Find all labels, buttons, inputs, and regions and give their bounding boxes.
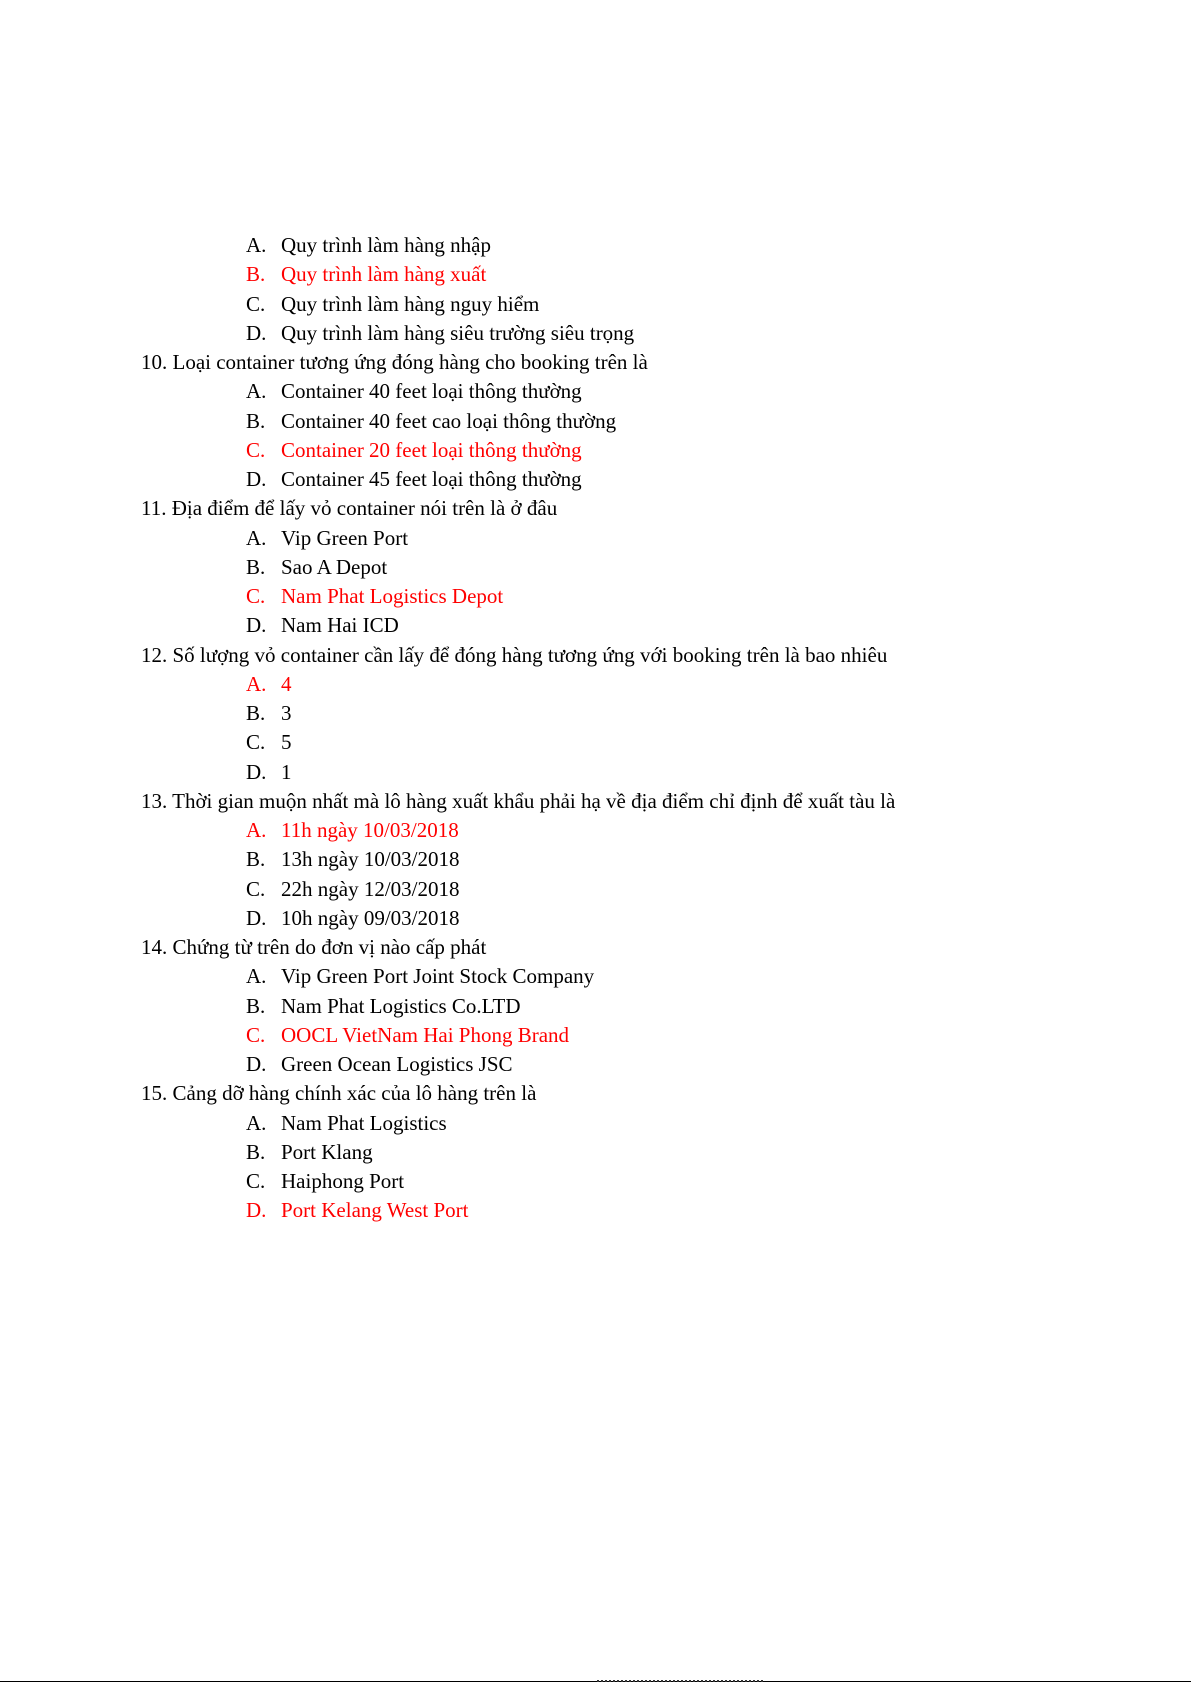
option-letter: C. xyxy=(246,584,266,608)
question-number: 14. xyxy=(141,935,168,959)
option-letter: A. xyxy=(246,379,267,404)
question-text: Loại container tương ứng đóng hàng cho booking trên là xyxy=(172,350,648,374)
option-text: Quy trình làm hàng nguy hiểm xyxy=(281,291,540,316)
answer-option xyxy=(246,906,460,930)
answer-option xyxy=(246,613,399,637)
option-text: Sao A Depot xyxy=(281,554,388,579)
option-letter: A. xyxy=(246,1110,267,1135)
option-text: 3 xyxy=(281,701,292,725)
answer-option xyxy=(246,467,582,491)
option-text: Haiphong Port xyxy=(281,1169,405,1193)
answer-option xyxy=(246,1169,404,1193)
answer-option xyxy=(246,847,460,871)
answer-option xyxy=(246,701,292,725)
option-text: Vip Green Port Joint Stock Company xyxy=(281,964,595,989)
option-text: Quy trình làm hàng nhập xyxy=(281,233,491,257)
question-number: 15. xyxy=(141,1081,168,1106)
option-letter: D. xyxy=(246,759,267,784)
option-text: Green Ocean Logistics JSC xyxy=(281,1052,513,1076)
option-letter: A. xyxy=(246,671,267,696)
question-text: Thời gian muộn nhất mà lô hàng xuất khẩu phải hạ về địa điểm chỉ định để xuất tàu là xyxy=(172,788,896,813)
option-letter: C. xyxy=(246,876,266,901)
option-text: Vip Green Port xyxy=(281,525,409,550)
footer-rule xyxy=(0,1681,1191,1682)
option-text: Nam Phat Logistics Depot xyxy=(281,584,504,608)
option-text: Quy trình làm hàng xuất xyxy=(281,262,487,287)
option-letter: A. xyxy=(246,818,267,842)
answer-option xyxy=(246,526,408,550)
option-letter: B. xyxy=(246,408,266,433)
question-number: 10. xyxy=(141,350,168,374)
answer-option xyxy=(246,1052,513,1076)
option-letter: B. xyxy=(246,701,266,725)
question-number: 12. xyxy=(141,642,168,667)
answer-option xyxy=(246,730,292,754)
option-text: Port Kelang West Port xyxy=(281,1198,469,1223)
option-text: 11h ngày 10/03/2018 xyxy=(281,818,459,842)
option-text: Quy trình làm hàng siêu trường siêu trọng xyxy=(281,320,635,345)
question-text: Số lượng vỏ container cần lấy để đóng hàng tương ứng với booking trên là bao nhiêu xyxy=(172,642,888,667)
option-letter: B. xyxy=(246,847,266,872)
question-text: Cảng dỡ hàng chính xác của lô hàng trên là xyxy=(172,1081,537,1106)
option-letter: C. xyxy=(246,291,266,316)
answer-option xyxy=(246,994,521,1018)
option-letter: B. xyxy=(246,262,266,287)
question-text: Chứng từ trên do đơn vị nào cấp phát xyxy=(172,935,487,959)
option-text: 10h ngày 09/03/2018 xyxy=(281,905,460,930)
option-letter: B. xyxy=(246,1139,266,1164)
option-letter: A. xyxy=(246,233,267,257)
option-letter: D. xyxy=(246,905,267,930)
answer-option-correct xyxy=(246,438,582,462)
question-10 xyxy=(141,350,648,374)
option-text: Container 40 feet cao loại thông thường xyxy=(281,408,617,433)
answer-option xyxy=(246,760,292,784)
option-text: 1 xyxy=(281,759,292,784)
question-11 xyxy=(141,496,557,520)
answer-option-correct xyxy=(246,818,459,842)
answer-option-correct xyxy=(246,1023,569,1047)
answer-option xyxy=(246,555,387,579)
answer-option-correct xyxy=(246,584,503,608)
option-letter: A. xyxy=(246,525,267,550)
option-letter: D. xyxy=(246,467,267,491)
option-letter: D. xyxy=(246,1198,267,1223)
answer-option-correct xyxy=(246,262,486,286)
option-letter: C. xyxy=(246,730,266,755)
option-text: 13h ngày 10/03/2018 xyxy=(281,847,460,872)
option-text: 22h ngày 12/03/2018 xyxy=(281,876,460,901)
option-letter: B. xyxy=(246,993,266,1018)
option-text: Container 20 feet loại thông thường xyxy=(281,437,582,462)
answer-option xyxy=(246,409,616,433)
option-text: Nam Phat Logistics xyxy=(281,1110,447,1135)
question-text: Địa điểm để lấy vỏ container nói trên là ở đâu xyxy=(171,496,558,521)
option-text: 4 xyxy=(281,671,292,696)
option-letter: C. xyxy=(246,1022,266,1047)
answer-option xyxy=(246,379,582,403)
question-number: 11. xyxy=(141,496,167,521)
option-letter: D. xyxy=(246,1052,267,1076)
option-text: 5 xyxy=(281,730,292,755)
answer-option xyxy=(246,1111,447,1135)
answer-option xyxy=(246,321,634,345)
option-letter: C. xyxy=(246,437,266,462)
question-number: 13. xyxy=(141,788,168,813)
answer-option xyxy=(246,1140,373,1164)
option-text: Port Klang xyxy=(281,1139,373,1164)
answer-option-correct xyxy=(246,1198,469,1222)
answer-option xyxy=(246,877,460,901)
question-12 xyxy=(141,643,887,667)
option-letter: A. xyxy=(246,964,267,989)
footer-dotted-mark xyxy=(597,1680,763,1682)
option-text: Nam Hai ICD xyxy=(281,613,399,638)
answer-option xyxy=(246,292,539,316)
answer-option xyxy=(246,233,491,257)
answer-option xyxy=(246,964,594,988)
answer-option-correct xyxy=(246,672,292,696)
option-text: Container 40 feet loại thông thường xyxy=(281,379,582,404)
option-letter: B. xyxy=(246,554,266,579)
question-14 xyxy=(141,935,486,959)
option-letter: D. xyxy=(246,320,267,345)
option-text: Container 45 feet loại thông thường xyxy=(281,467,582,491)
option-letter: D. xyxy=(246,613,267,638)
option-text: OOCL VietNam Hai Phong Brand xyxy=(281,1022,570,1047)
option-letter: C. xyxy=(246,1169,266,1193)
question-13 xyxy=(141,789,895,813)
option-text: Nam Phat Logistics Co.LTD xyxy=(281,993,521,1018)
question-15 xyxy=(141,1081,536,1105)
